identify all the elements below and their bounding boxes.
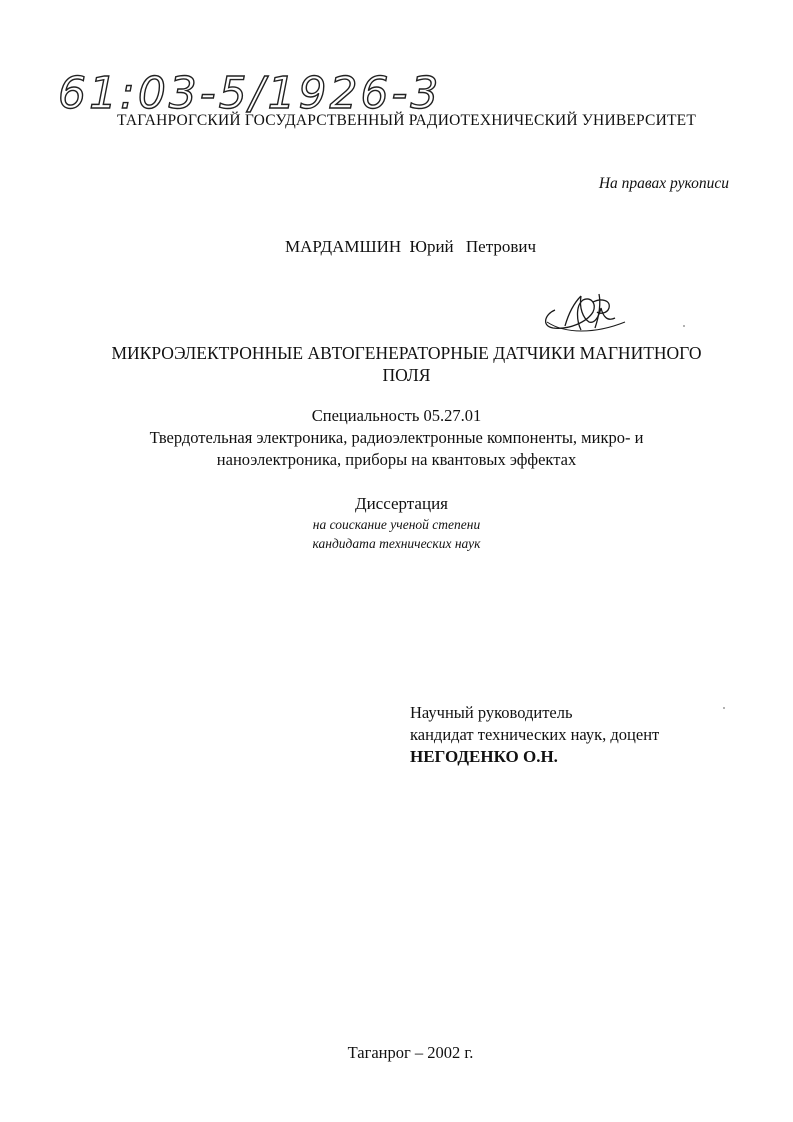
place-and-year: Таганрог – 2002 г. bbox=[347, 1043, 474, 1062]
specialty-block bbox=[60, 405, 733, 471]
scan-speck bbox=[683, 325, 685, 327]
supervisor-role: Научный руководитель bbox=[410, 703, 573, 722]
author-name bbox=[0, 237, 793, 257]
dissertation-degree-line-2: кандидата технических наук bbox=[312, 536, 481, 551]
signature-drawing bbox=[535, 282, 635, 342]
handwritten-number-text: 61:03-5/1926-3 bbox=[58, 68, 442, 119]
dissertation-type-block bbox=[60, 493, 733, 553]
manuscript-note: На правах рукописи bbox=[598, 175, 729, 192]
dissertation-heading: Диссертация bbox=[354, 494, 448, 513]
specialty-name-line-1: Твердотельная электроника, радиоэлектронные компоненты, микро- и bbox=[149, 428, 644, 447]
scan-speck bbox=[723, 707, 725, 709]
university-name: ТАГАНРОГСКИЙ ГОСУДАРСТВЕННЫЙ РАДИОТЕХНИЧЕСКИЙ УНИВЕРСИТЕТ bbox=[116, 112, 696, 129]
author-patronymic: Петрович bbox=[465, 237, 537, 256]
author-signature bbox=[535, 282, 635, 342]
title-line-1: МИКРОЭЛЕКТРОННЫЕ АВТОГЕНЕРАТОРНЫЕ ДАТЧИКИ МАГНИТНОГО bbox=[111, 343, 702, 363]
supervisor-degree: кандидат технических наук, доцент bbox=[410, 725, 660, 744]
specialty-code: Специальность 05.27.01 bbox=[311, 406, 482, 425]
supervisor-block bbox=[410, 702, 659, 768]
dissertation-title bbox=[80, 342, 733, 386]
supervisor-name: НЕГОДЕНКО О.Н. bbox=[410, 747, 558, 766]
dissertation-degree-line-1: на соискание ученой степени bbox=[312, 517, 481, 532]
author-first-name: Юрий bbox=[409, 237, 454, 256]
title-line-2: ПОЛЯ bbox=[382, 365, 431, 385]
author-surname: МАРДАМШИН bbox=[284, 237, 402, 256]
specialty-name-line-2: наноэлектроника, приборы на квантовых эффектах bbox=[216, 450, 577, 469]
